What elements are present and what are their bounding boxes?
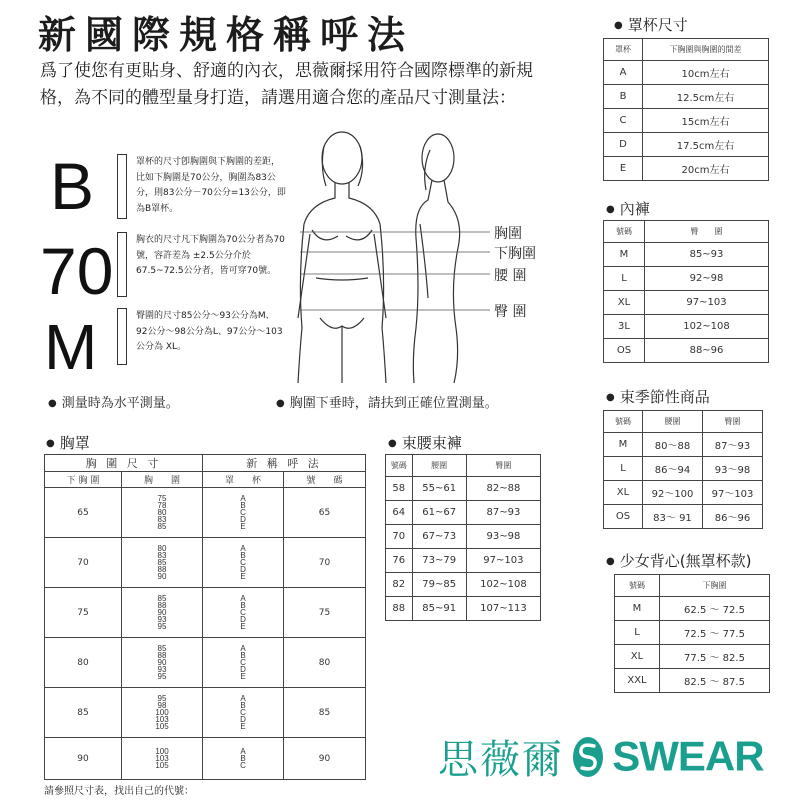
table-cell: 76 — [386, 549, 413, 573]
table-cell: M — [615, 597, 660, 621]
bust-value: 85 — [157, 594, 167, 603]
table-cell: E — [604, 157, 643, 181]
cup-cell — [203, 638, 284, 688]
underbust-cell: 75 — [45, 588, 122, 638]
bust-value: 88 — [157, 651, 167, 660]
table-cell: 93~98 — [466, 525, 540, 549]
size-cell: 65 — [284, 488, 366, 538]
cup-value: E — [240, 522, 246, 531]
cup-value: C — [240, 658, 246, 667]
table-cell: XL — [604, 291, 645, 315]
table-row — [604, 157, 769, 181]
table-header: 臀 圍 — [645, 221, 769, 243]
bust-value: 100 — [155, 747, 169, 756]
table-cell: 86～94 — [643, 457, 703, 481]
table-row — [45, 588, 366, 638]
table-row — [45, 538, 366, 588]
table-cell: 20cm左右 — [643, 157, 769, 181]
table-row — [604, 457, 763, 481]
table-header: 胸 圍 尺 寸 — [45, 455, 203, 472]
table-cell: 17.5cm左右 — [643, 133, 769, 157]
bust-value: 95 — [157, 694, 167, 703]
page-title: 新國際規格稱呼法 — [38, 12, 415, 57]
bust-value: 90 — [157, 658, 167, 667]
table-header: 新 稱 呼 法 — [203, 455, 366, 472]
bust-value: 83 — [157, 515, 167, 524]
cup-value: E — [240, 722, 246, 731]
underbust-cell: 65 — [45, 488, 122, 538]
brand-chinese-name: 思薇爾 — [438, 737, 564, 783]
bust-cell — [122, 738, 203, 780]
bust-cell — [122, 488, 203, 538]
cup-value: C — [240, 508, 246, 517]
cup-value: A — [240, 544, 246, 553]
table-cell: M — [604, 433, 643, 457]
cup-value: E — [240, 622, 246, 631]
table-row — [615, 621, 770, 645]
table-row — [386, 501, 541, 525]
table-cell: 97～103 — [703, 481, 763, 505]
table-cell: XXL — [615, 669, 660, 693]
intro-text: 爲了使您有更貼身、舒適的內衣，思薇爾採用符合國際標準的新規格，為不同的體型量身打造，請選用適合您的產品尺寸測量法： — [40, 61, 533, 108]
side-body-figure — [413, 134, 459, 383]
table-row — [386, 525, 541, 549]
cup-cell — [203, 738, 284, 780]
table-cell: L — [604, 267, 645, 291]
table-cell: 64 — [386, 501, 413, 525]
table-header: 下 胸 圍 — [45, 472, 122, 488]
table-cell: 88 — [386, 597, 413, 621]
cup-value: A — [240, 747, 246, 756]
table-row — [604, 315, 769, 339]
bust-cell — [122, 588, 203, 638]
cup-cell — [203, 688, 284, 738]
table-row — [615, 597, 770, 621]
table-cell: 87～93 — [703, 433, 763, 457]
note-text: 胸圍下垂時，請扶到正確位置測量。 — [289, 396, 498, 411]
cup-value: E — [240, 572, 246, 581]
cup-value: B — [240, 651, 246, 660]
table-row — [386, 549, 541, 573]
underbust-cell: 90 — [45, 738, 122, 780]
bust-value: 105 — [155, 761, 169, 770]
table-row — [604, 85, 769, 109]
table-cell: 55~61 — [412, 477, 466, 501]
table-cell: B — [604, 85, 643, 109]
table-cell: 70 — [386, 525, 413, 549]
table-row — [45, 738, 366, 780]
table-cell: 72.5 ～ 77.5 — [660, 621, 770, 645]
cup-value: E — [240, 672, 246, 681]
bust-value: 80 — [157, 508, 167, 517]
bra-size-table — [44, 454, 366, 780]
table-cell: 79~85 — [412, 573, 466, 597]
table-cell: 97~103 — [466, 549, 540, 573]
girdle-size-table — [385, 454, 541, 621]
cup-value: D — [240, 615, 246, 624]
table-header: 號碼 — [604, 221, 645, 243]
cup-size-table — [603, 38, 769, 181]
bust-value: 93 — [157, 665, 167, 674]
table-cell: OS — [604, 505, 643, 529]
note-sagging: ● 胸圍下垂時，請扶到正確位置測量。 — [276, 396, 498, 411]
size-code-text: 罩杯的尺寸卽胸圍與下胸圍的差距，比如下胸圍是70公分，胸圍為83公分，則83公分－70公分=13公分，即為B罩杯。 — [136, 157, 286, 214]
table-row — [604, 339, 769, 363]
table-cell: L — [604, 457, 643, 481]
table-row — [604, 109, 769, 133]
table-cell: 93～98 — [703, 457, 763, 481]
size-cell: 85 — [284, 688, 366, 738]
bust-value: 90 — [157, 608, 167, 617]
bust-cell — [122, 688, 203, 738]
bust-value: 95 — [157, 672, 167, 681]
cup-value: B — [240, 754, 246, 763]
table-cell: OS — [604, 339, 645, 363]
note-horizontal: ● 測量時為水平測量。 — [48, 396, 179, 411]
table-header: 下胸圍 — [660, 575, 770, 597]
cup-value: B — [240, 501, 246, 510]
table-row — [604, 267, 769, 291]
table-row — [604, 133, 769, 157]
bust-value: 88 — [157, 565, 167, 574]
bust-value: 95 — [157, 622, 167, 631]
cup-value: C — [240, 761, 246, 770]
table-cell: 77.5 ～ 82.5 — [660, 645, 770, 669]
girdle-section-title: ● 束腰束褲 — [388, 434, 462, 452]
table-cell: XL — [615, 645, 660, 669]
cup-cell — [203, 488, 284, 538]
table-row — [615, 669, 770, 693]
bust-value: 88 — [157, 601, 167, 610]
footer-note: 請參照尺寸表，找出自己的代號： — [44, 786, 194, 797]
seasonal-section-title: ● 束季節性商品 — [606, 388, 710, 406]
table-row — [386, 597, 541, 621]
table-cell: 87~93 — [466, 501, 540, 525]
size-cell: 75 — [284, 588, 366, 638]
size-code-text: 臀圍的尺寸85公分～93公分為M、92公分～98公分為L、97公分～103公分為 XL。 — [136, 311, 283, 352]
table-row — [45, 688, 366, 738]
brand-english-name: SWEAR — [612, 732, 764, 780]
table-cell: 102~108 — [466, 573, 540, 597]
table-header: 號碼 — [386, 455, 413, 477]
table-cell: A — [604, 61, 643, 85]
table-header: 臀圍 — [703, 411, 763, 433]
table-header: 罩 杯 — [203, 472, 284, 488]
bust-value: 93 — [157, 615, 167, 624]
table-cell: 67~73 — [412, 525, 466, 549]
table-cell: 107~113 — [466, 597, 540, 621]
table-cell: 62.5 ～ 72.5 — [660, 597, 770, 621]
cup-value: C — [240, 708, 246, 717]
table-cell: 92～100 — [643, 481, 703, 505]
bra-section-title: ● 胸罩 — [46, 434, 90, 452]
table-header: 號碼 — [604, 411, 643, 433]
table-cell: L — [615, 621, 660, 645]
cup-value: C — [240, 608, 246, 617]
size-code-letter: M — [44, 311, 98, 383]
table-cell: C — [604, 109, 643, 133]
seasonal-size-table — [603, 410, 763, 529]
hip-label: 臀 圍 — [494, 304, 527, 320]
table-header: 腰圍 — [412, 455, 466, 477]
table-row — [615, 645, 770, 669]
table-cell: 10cm左右 — [643, 61, 769, 85]
bust-value: 103 — [155, 715, 169, 724]
cup-value: B — [240, 701, 246, 710]
bust-cell — [122, 638, 203, 688]
table-cell: 97~103 — [645, 291, 769, 315]
cup-value: B — [240, 601, 246, 610]
underbust-cell: 85 — [45, 688, 122, 738]
cup-section-title: ● 罩杯尺寸 — [614, 16, 688, 34]
table-row — [45, 488, 366, 538]
bracket — [117, 232, 127, 297]
size-code-letter: B — [50, 149, 95, 223]
table-cell: 3L — [604, 315, 645, 339]
panty-size-table — [603, 220, 769, 363]
swear-s-emblem-icon — [571, 735, 605, 779]
bust-value: 85 — [157, 558, 167, 567]
bust-value: 100 — [155, 708, 169, 717]
table-cell: 82 — [386, 573, 413, 597]
bust-cell — [122, 538, 203, 588]
cup-cell — [203, 538, 284, 588]
note-text: 測量時為水平測量。 — [61, 396, 179, 411]
table-cell: 83～ 91 — [643, 505, 703, 529]
teen-section-title: ● 少女背心(無罩杯款) — [606, 552, 752, 570]
size-cell: 90 — [284, 738, 366, 780]
table-row — [604, 481, 763, 505]
table-header: 號 碼 — [284, 472, 366, 488]
cup-value: B — [240, 551, 246, 560]
bracket — [117, 154, 127, 219]
bust-value: 83 — [157, 551, 167, 560]
bust-value: 80 — [157, 544, 167, 553]
table-row — [45, 638, 366, 688]
table-cell: 86～96 — [703, 505, 763, 529]
cup-value: A — [240, 644, 246, 653]
body-measurement-figure — [280, 128, 590, 388]
size-code-number: 70 — [40, 234, 114, 308]
table-cell: 102~108 — [645, 315, 769, 339]
underbust-cell: 80 — [45, 638, 122, 688]
bust-value: 85 — [157, 644, 167, 653]
table-cell: 15cm左右 — [643, 109, 769, 133]
table-header: 胸 圍 — [122, 472, 203, 488]
table-cell: XL — [604, 481, 643, 505]
table-cell: M — [604, 243, 645, 267]
table-cell: 73~79 — [412, 549, 466, 573]
size-code-text: 胸衣的尺寸凡下胸圍為70公分者為70號，容許差為 ±2.5公分介於67.5~72.5公分者，皆可穿70號。 — [136, 235, 285, 276]
cup-value: D — [240, 715, 246, 724]
table-header: 下胸圍與胸圍的間差 — [643, 39, 769, 61]
teen-size-table — [614, 574, 770, 693]
cup-cell — [203, 588, 284, 638]
table-cell: D — [604, 133, 643, 157]
bust-value: 105 — [155, 722, 169, 731]
cup-value: A — [240, 694, 246, 703]
bust-value: 85 — [157, 522, 167, 531]
cup-value: D — [240, 665, 246, 674]
size-cell: 70 — [284, 538, 366, 588]
table-cell: 61~67 — [412, 501, 466, 525]
cup-value: A — [240, 594, 246, 603]
table-row — [386, 573, 541, 597]
table-cell: 85~93 — [645, 243, 769, 267]
table-cell: 80～88 — [643, 433, 703, 457]
underbust-cell: 70 — [45, 538, 122, 588]
front-body-figure — [298, 132, 386, 383]
bust-value: 98 — [157, 701, 167, 710]
table-cell: 88~96 — [645, 339, 769, 363]
table-cell: 82~88 — [466, 477, 540, 501]
table-header: 罩杯 — [604, 39, 643, 61]
waist-label: 腰 圍 — [494, 268, 527, 284]
bust-value: 78 — [157, 501, 167, 510]
cup-value: A — [240, 494, 246, 503]
bracket — [117, 308, 127, 365]
table-cell: 12.5cm左右 — [643, 85, 769, 109]
panty-section-title: ● 內褲 — [606, 200, 650, 218]
size-cell: 80 — [284, 638, 366, 688]
bust-value: 75 — [157, 494, 167, 503]
table-header: 臀圍 — [466, 455, 540, 477]
table-header: 號碼 — [615, 575, 660, 597]
cup-value: D — [240, 515, 246, 524]
table-row — [604, 505, 763, 529]
table-header: 腰圍 — [643, 411, 703, 433]
table-row — [604, 433, 763, 457]
table-cell: 82.5 ～ 87.5 — [660, 669, 770, 693]
underbust-label: 下胸圍 — [494, 246, 536, 262]
bust-label: 胸圍 — [494, 226, 522, 242]
cup-value: D — [240, 565, 246, 574]
bust-value: 103 — [155, 754, 169, 763]
bust-value: 90 — [157, 572, 167, 581]
table-cell: 92~98 — [645, 267, 769, 291]
table-row — [386, 477, 541, 501]
cup-value: C — [240, 558, 246, 567]
table-row — [604, 243, 769, 267]
table-cell: 58 — [386, 477, 413, 501]
table-row — [604, 61, 769, 85]
brand-logo — [438, 728, 764, 785]
table-cell: 85~91 — [412, 597, 466, 621]
table-row — [604, 291, 769, 315]
